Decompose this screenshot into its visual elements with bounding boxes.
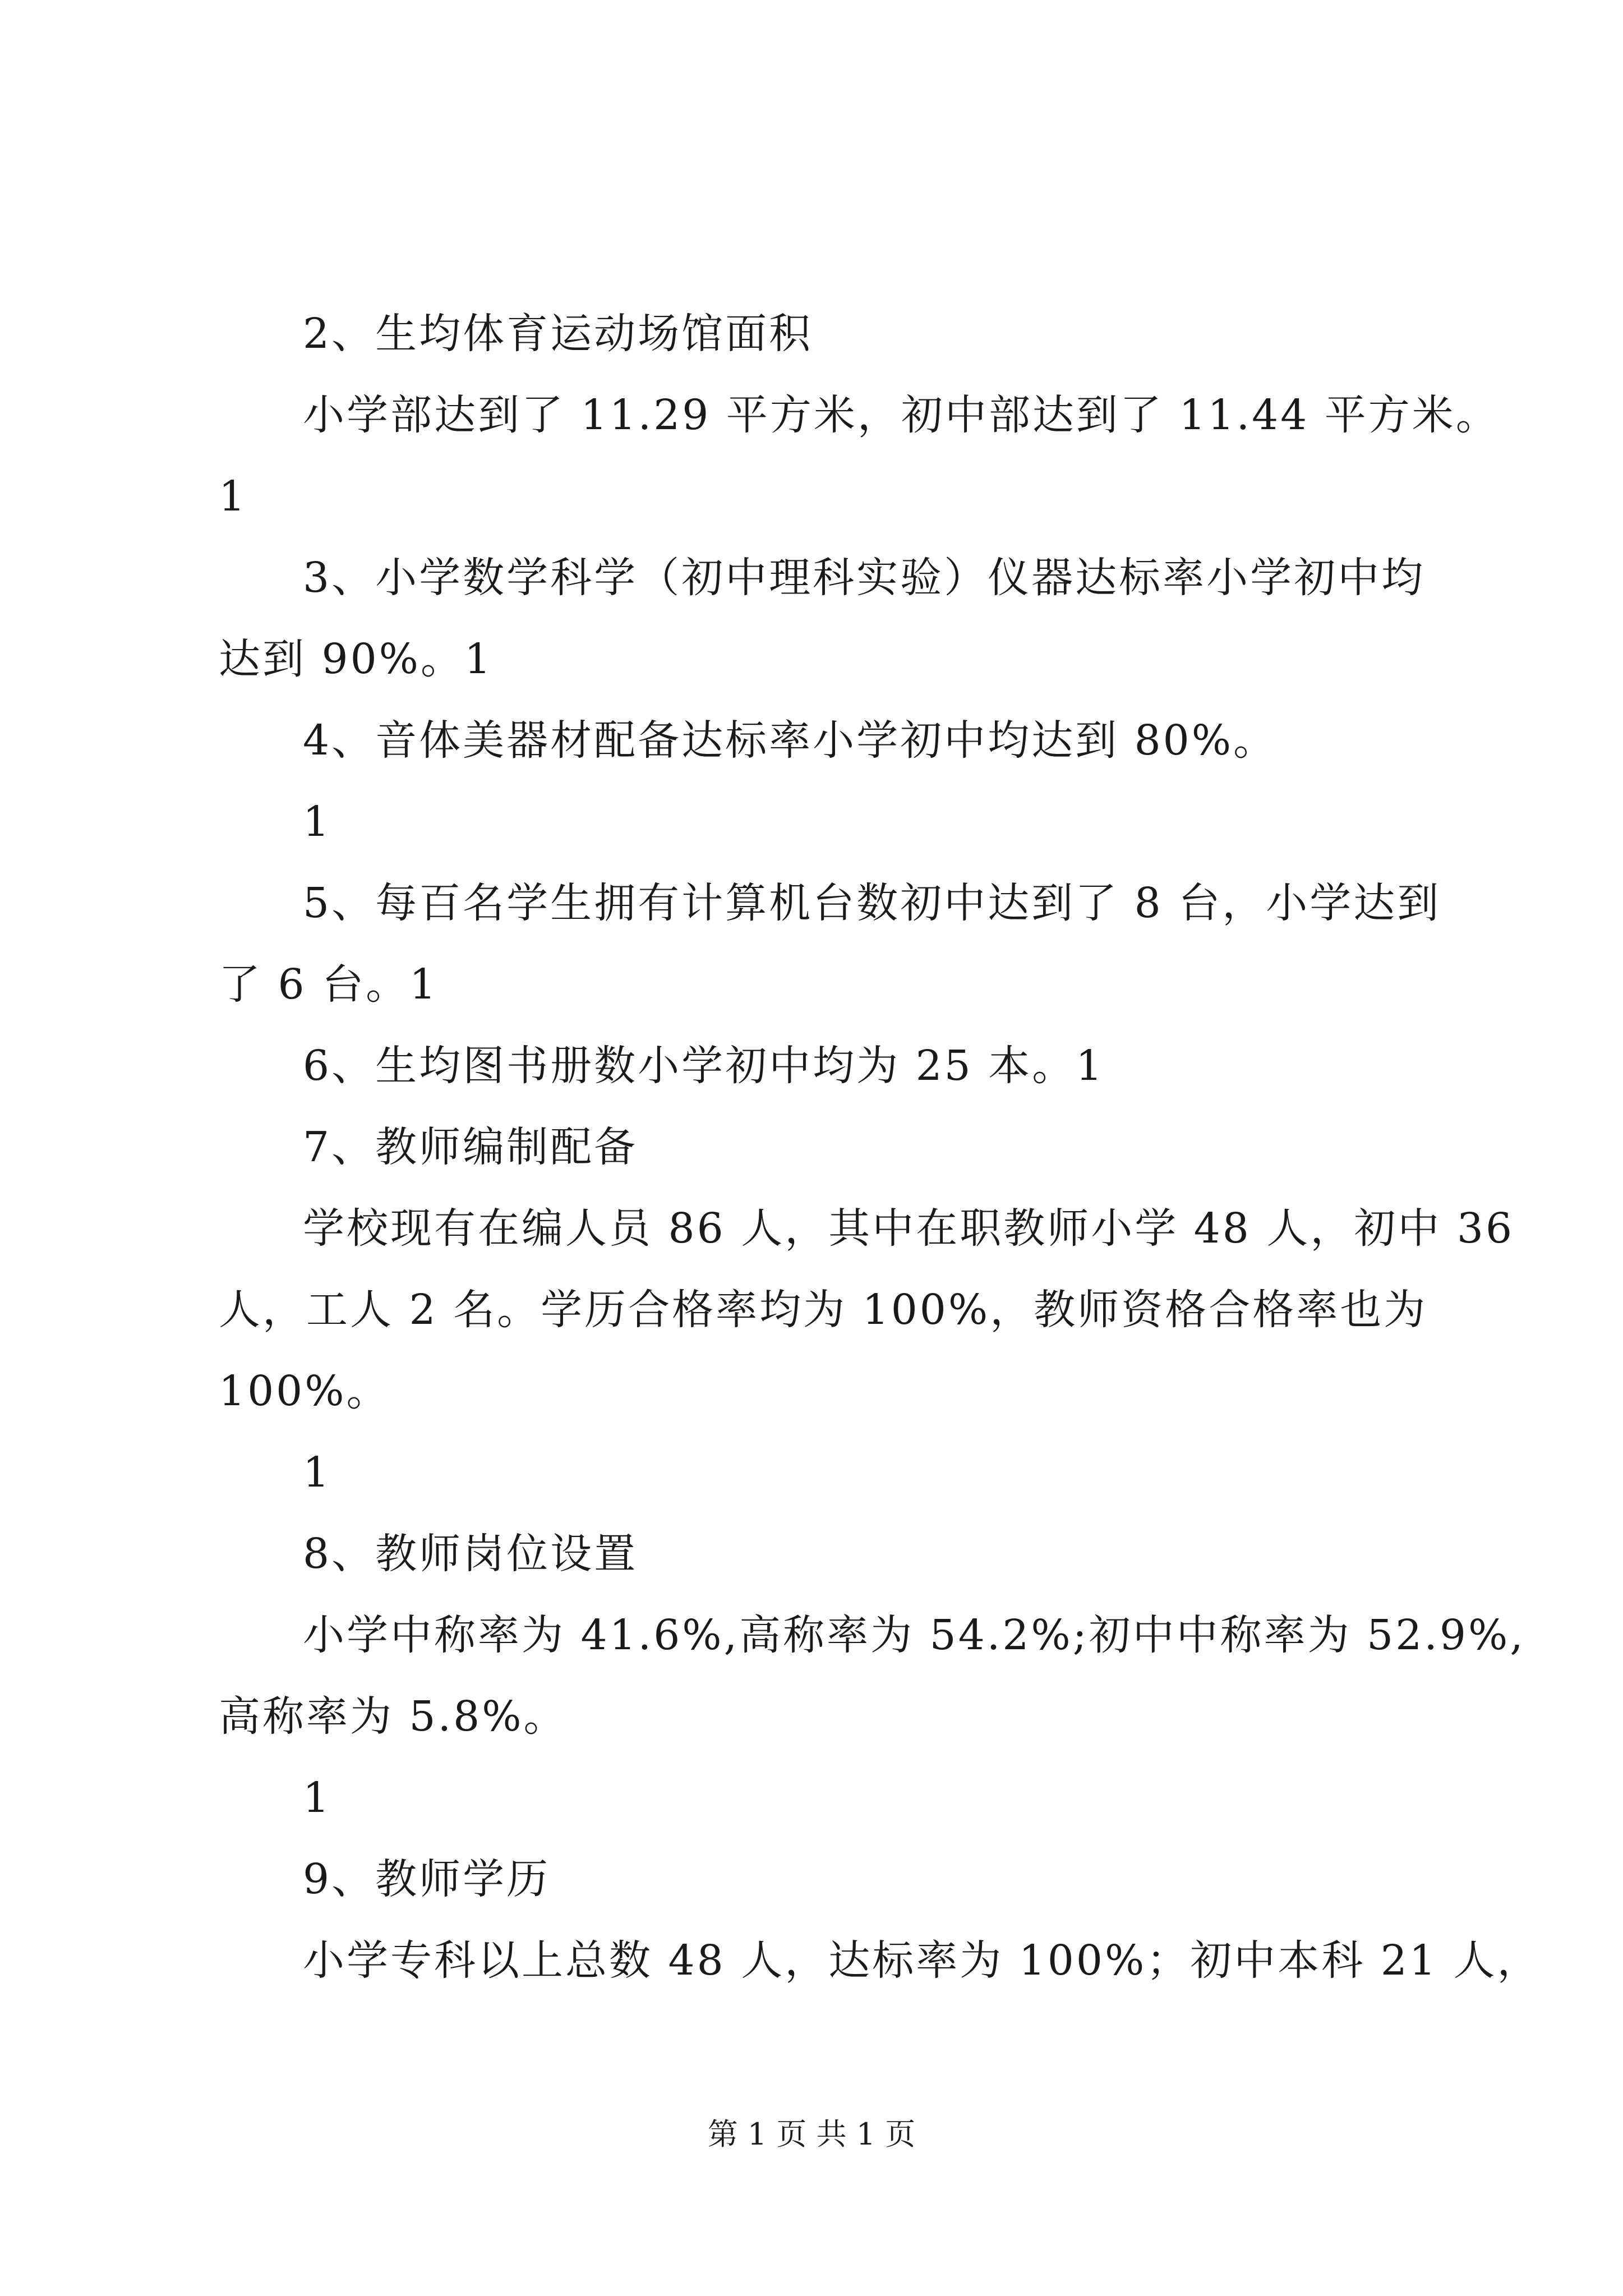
section-heading-positions: 8、教师岗位设置 [303, 1530, 638, 1578]
paragraph-line: 学校现有在编人员 86 人，其中在职教师小学 48 人，初中 36 [303, 1204, 1515, 1253]
section-heading-sports-area: 2、生均体育运动场馆面积 [303, 310, 813, 358]
paragraph-line: 1 [303, 798, 332, 846]
section-heading-instruments: 3、小学数学科学（初中理科实验）仪器达标率小学初中均 [303, 554, 1426, 602]
section-heading-education: 9、教师学历 [303, 1855, 551, 1903]
paragraph-line: 1 [219, 472, 248, 521]
section-heading-equipment: 4、音体美器材配备达标率小学初中均达到 80%。 [303, 716, 1278, 765]
paragraph-line: 高称率为 5.8%。 [219, 1692, 568, 1741]
paragraph-line: 了 6 台。1 [219, 960, 439, 1009]
paragraph-line: 1 [303, 1774, 332, 1822]
paragraph-line: 达到 90%。1 [219, 635, 494, 683]
paragraph-line: 小学中称率为 41.6%,高称率为 54.2%;初中中称率为 52.9%, [303, 1611, 1525, 1659]
paragraph-line: 100%。 [219, 1367, 390, 1415]
section-heading-computers: 5、每百名学生拥有计算机台数初中达到了 8 台，小学达到 [303, 879, 1441, 927]
paragraph-line: 人，工人 2 名。学历合格率均为 100%，教师资格合格率也为 [219, 1286, 1428, 1334]
section-heading-books: 6、生均图书册数小学初中均为 25 本。1 [303, 1042, 1105, 1090]
section-heading-staffing: 7、教师编制配备 [303, 1123, 638, 1171]
paragraph-line: 1 [303, 1448, 332, 1497]
paragraph-line: 小学专科以上总数 48 人，达标率为 100%；初中本科 21 人， [303, 1936, 1541, 1985]
paragraph-line: 小学部达到了 11.29 平方米，初中部达到了 11.44 平方米。 [303, 391, 1500, 439]
page-footer: 第 1 页 共 1 页 [707, 2116, 916, 2152]
